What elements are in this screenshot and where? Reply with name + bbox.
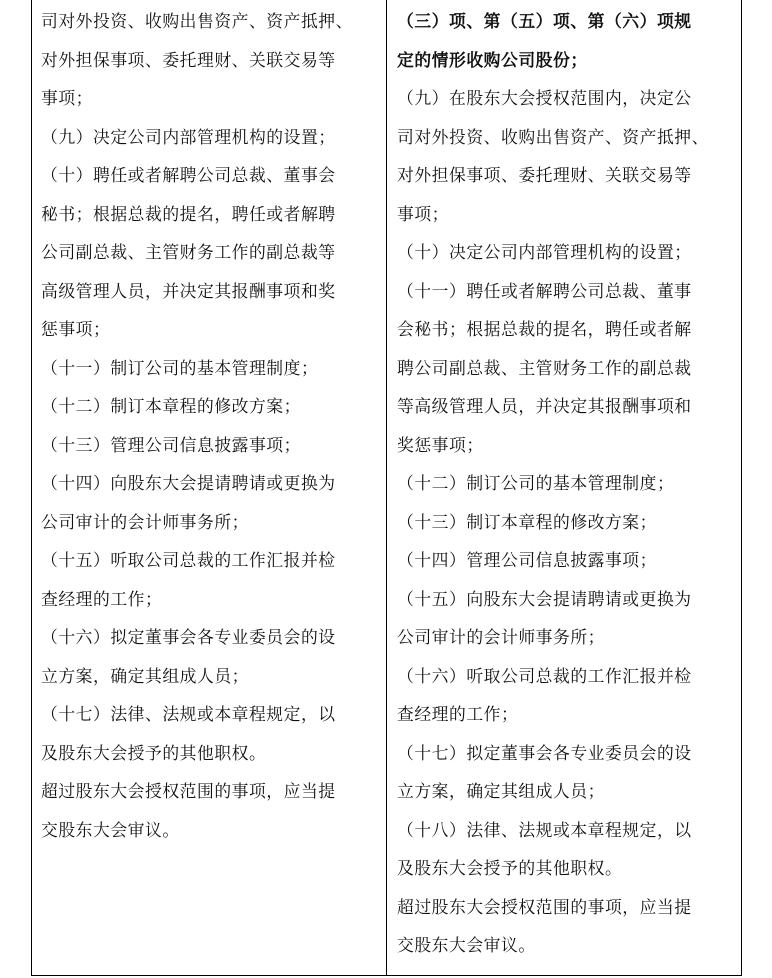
text-line: （十一）聘任或者解聘公司总裁、董事: [397, 280, 692, 301]
text-line: 事项；: [41, 88, 93, 108]
left-column-original-text: [41, 0, 381, 849]
text-line: 等高级管理人员，并决定其报酬事项和: [397, 396, 692, 416]
column-divider: [386, 0, 387, 976]
text-line: （十三）制订本章程的修改方案；: [397, 511, 657, 532]
bold-text-line: （三）项、第（五）项、第（六）项规: [397, 11, 692, 31]
text-line: 查经理的工作；: [41, 588, 163, 609]
text-line: （十七）拟定董事会各专业委员会的设: [397, 742, 692, 763]
text-line: 惩事项；: [41, 319, 111, 339]
text-line: （十八）法律、法规或本章程规定，以: [397, 819, 692, 840]
right-column-revised-text: [397, 0, 737, 965]
text-line: （十二）制订公司的基本管理制度；: [397, 473, 675, 493]
text-line: 立方案，确定其组成人员；: [41, 665, 249, 686]
text-line: （十六）拟定董事会各专业委员会的设: [41, 627, 336, 647]
text-line: 公司审计的会计师事务所；: [41, 511, 249, 532]
text-line: （十）决定公司内部管理机构的设置；: [397, 242, 692, 262]
text-line: 公司审计的会计师事务所；: [397, 627, 605, 647]
text-line: （九）在股东大会授权范围内，决定公: [397, 88, 692, 108]
text-line: （十）聘任或者解聘公司总裁、董事会: [41, 165, 336, 185]
text-line: 超过股东大会授权范围的事项，应当提: [41, 781, 336, 801]
text-line: 查经理的工作；: [397, 704, 519, 724]
text-line: （十五）听取公司总裁的工作汇报并检: [41, 550, 336, 570]
text-line: 立方案，确定其组成人员；: [397, 781, 605, 801]
text-line: 聘公司副总裁、主管财务工作的副总裁: [397, 357, 692, 378]
text-line: （十七）法律、法规或本章程规定，以: [41, 704, 336, 724]
text-line: （十一）制订公司的基本管理制度；: [41, 357, 319, 378]
text-line: 公司副总裁、主管财务工作的副总裁等: [41, 242, 336, 262]
text-line: （十五）向股东大会提请聘请或更换为: [397, 588, 692, 609]
text-line: （十二）制订本章程的修改方案；: [41, 396, 301, 416]
text-line: 超过股东大会授权范围的事项，应当提: [397, 896, 692, 917]
text-line: （十四）向股东大会提请聘请或更换为: [41, 473, 336, 493]
text-line: 及股东大会授予的其他职权。: [41, 742, 267, 763]
text-line: 事项；: [397, 203, 449, 224]
text-line: （十六）听取公司总裁的工作汇报并检: [397, 665, 692, 686]
text-line: 司对外投资、收购出售资产、资产抵押、: [41, 11, 353, 31]
bold-text-line: 定的情形收购公司股份；: [397, 49, 588, 70]
text-line: 高级管理人员，并决定其报酬事项和奖: [41, 280, 336, 301]
text-line: （十四）管理公司信息披露事项；: [397, 550, 657, 570]
text-line: 奖惩事项；: [397, 434, 484, 455]
text-line: （十三）管理公司信息披露事项；: [41, 434, 301, 455]
text-line: （九）决定公司内部管理机构的设置；: [41, 126, 336, 147]
text-line: 会秘书；根据总裁的提名，聘任或者解: [397, 319, 692, 339]
text-line: 交股东大会审议。: [397, 935, 536, 955]
text-line: 秘书；根据总裁的提名，聘任或者解聘: [41, 203, 336, 224]
text-line: 对外担保事项、委托理财、关联交易等: [41, 49, 336, 70]
text-line: 及股东大会授予的其他职权。: [397, 858, 623, 878]
text-line: 司对外投资、收购出售资产、资产抵押、: [397, 126, 709, 147]
text-line: 交股东大会审议。: [41, 819, 180, 840]
text-line: 对外担保事项、委托理财、关联交易等: [397, 165, 692, 185]
